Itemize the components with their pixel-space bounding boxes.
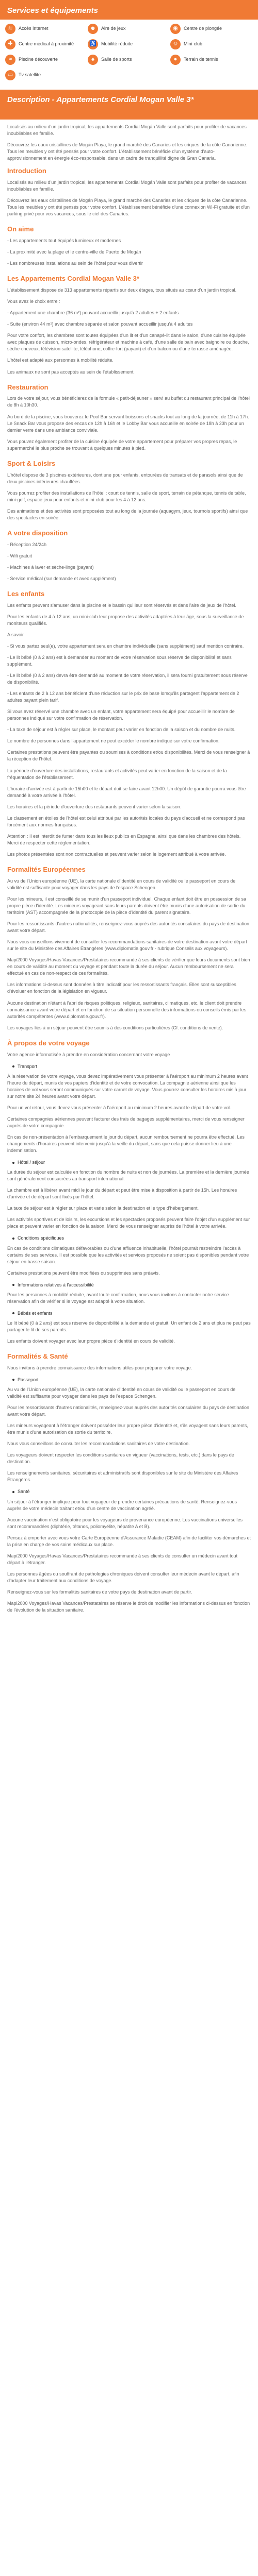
paragraph: L'hôtel est adapté aux personnes à mobilité réduite. (7, 358, 114, 363)
wheelchair-icon: ♿ (88, 39, 98, 49)
paragraph: - Réception 24/24h (7, 541, 47, 547)
service-item (5, 69, 88, 81)
bullet-label: Santé (18, 1489, 30, 1495)
paragraph: - Les enfants de 2 à 12 ans bénéficient d'une réduction sur le prix de base lorsqu'ils partagent l'appartement de 2 adultes payant plein tarif. (7, 691, 239, 703)
bullet-heading (12, 1159, 251, 1166)
section-heading: A votre disposition (7, 529, 68, 537)
paragraph: Les activités sportives et de loisirs, les excursions et les spectacles proposés peuvent faire l'objet d'un supplément sur place et peuvent varier en fonction de la saison. Merci de vous renseigner auprès de l'hôtel à votre arrivée. (7, 1217, 250, 1229)
paragraph: - La proximité avec la plage et le centre-ville de Puerto de Mogán (7, 249, 141, 255)
bullet-heading (12, 1063, 251, 1070)
service-label: Tv satellite (19, 72, 41, 78)
paragraph: Les enfants doivent voyager avec leur propre pièce d'identité en cours de validité. (7, 1338, 175, 1344)
paragraph: Au vu de l'Union européenne (UE), la carte nationale d'identité en cours de validité ou le passeport en cours de validité est suffisante pour voyager dans les pays de l'espace Schengen. (7, 878, 236, 890)
paragraph: Nous invitons à prendre connaissance des informations utiles pour préparer votre voyage. (7, 1365, 192, 1370)
paragraph: Vous pouvez également profiter de la cuisine équipée de votre appartement pour préparer vos propres repas, le supermarché le plus proche se trouvant à quelques minutes à pied. (7, 438, 237, 451)
bullet-dot-icon (12, 1379, 14, 1381)
paragraph: Lors de votre séjour, vous bénéficierez de la formule « petit-déjeuner » servi au buffet du restaurant principal de l'hôtel de 8h à 10h30. (7, 396, 250, 408)
paragraph: La taxe de séjour est à régler sur place et varie selon la destination et le type d'hébergement. (7, 1206, 199, 1211)
paragraph: Votre agence informatisée à prendre en considération concernant votre voyage (7, 1052, 170, 1057)
service-label: Centre médical à proximité (19, 41, 74, 47)
paragraph: Découvrez les eaux cristallines de Mogán Playa, le grand marché des Canaries et les criques de la côte Canarienne. Tous les meubles y ont été pensés pour votre confort. L'établissement bénéficie d'une connexion Wi-Fi gratuite et d'un parking privé pour vos vacances, sous le ciel des Canaries. (7, 198, 250, 217)
bullet-heading (12, 1235, 251, 1242)
paragraph: L'hôtel dispose de 3 piscines extérieures, dont une pour enfants, entourées de transats et de parasols ainsi que de deux piscines intérieures chauffées. (7, 472, 243, 484)
paragraph: Renseignez-vous sur les formalités sanitaires de votre pays de destination avant de partir. (7, 1589, 192, 1595)
paragraph: Aucune vaccination n'est obligatoire pour les voyageurs de provenance européenne. Les vaccinations universelles sont recommandées (diphtérie, tétanos, poliomyélite, hépatite A et B). (7, 1517, 243, 1529)
paragraph: Nous vous conseillons vivement de consulter les recommandations sanitaires de votre destination avant votre départ sur le site du Ministère des Affaires Étrangères (www.diplomatie.gouv.fr - rubrique Conseils aux voyageurs). (7, 939, 247, 952)
paragraph: Si vous avez réservé une chambre avec un enfant, votre appartement sera équipé pour accueillir le nombre de personnes indiqué sur votre confirmation de réservation. (7, 709, 235, 721)
paragraph: Des animations et des activités sont proposées tout au long de la journée (aquagym, jeux, tournois sportifs) ainsi que des spectacles en soirée. (7, 508, 248, 520)
bullet-dot-icon (12, 1162, 14, 1164)
service-item (5, 54, 88, 66)
paragraph: - Les nombreuses installations au sein de l'hôtel pour vous divertir (7, 261, 143, 266)
service-label: Piscine découverte (19, 57, 58, 62)
paragraph: Pensez à emporter avec vous votre Carte Européenne d'Assurance Maladie (CEAM) afin de faciliter vos démarches et la prise en charge de vos soins médicaux sur place. (7, 1535, 251, 1547)
paragraph: - Le lit bébé (0 à 2 ans) devra être demandé au moment de votre réservation, il sera fourni gratuitement sous réserve de disponibilité. (7, 673, 248, 685)
bullet-dot-icon (12, 1284, 14, 1286)
paragraph: Les renseignements sanitaires, sécuritaires et administratifs sont disponibles sur le site du Ministère des Affaires Étrangères. (7, 1470, 238, 1483)
paragraph: Les informations ci-dessus sont données à titre indicatif pour les ressortissants français. Elles sont susceptibles d'évoluer en fonction de la législation en vigueur. (7, 982, 236, 994)
paragraph: Pour votre confort, les chambres sont toutes équipées d'un lit et d'un canapé-lit dans le salon, d'une cuisine équipée avec plaques de cuisson, micro-ondes, réfrigérateur et machine à café, d'une salle de bain avec baignoire ou douche, sèche-cheveux, télévision satellite, téléphone, coffre-fort (payant) et d'un balcon ou d'une terrasse aménagée. (7, 333, 249, 352)
paragraph: Localisés au milieu d'un jardin tropical, les appartements Cordial Mogán Valle sont parfaits pour profiter de vacances inoubliables en famille. (7, 124, 247, 137)
bullet-label: Conditions spécifiques (18, 1235, 64, 1241)
bullet-heading (12, 1488, 251, 1495)
service-label: Aire de jeux (101, 26, 126, 31)
bullet-dot-icon (12, 1312, 14, 1314)
paragraph: Mapi2000 Voyages/Havas Vacances/Prestataires se réserve le droit de modifier les informations ci-dessus en fonction de l'évolution de la situation sanitaire. (7, 1601, 250, 1613)
wifi-icon: ≋ (5, 24, 15, 34)
pool-icon: ≈ (5, 55, 15, 65)
paragraph: La chambre est à libérer avant midi le jour du départ et peut être mise à disposition à partir de 15h. Les horaires d'arrivée et de départ sont fixés par l'hôtel. (7, 1188, 237, 1200)
paragraph: Les enfants peuvent s'amuser dans la piscine et le bassin qui leur sont réservés et dans l'aire de jeux de l'hôtel. (7, 602, 236, 608)
bullet-dot-icon (12, 1238, 14, 1240)
gym-icon: ♠ (88, 55, 98, 65)
service-label: Centre de plongée (184, 26, 222, 31)
paragraph: - Si vous partez seul(e), votre appartement sera en chambre individuelle (sans supplément) sauf mention contraire. (7, 643, 244, 649)
paragraph: Certaines prestations peuvent être payantes ou soumises à conditions et/ou disponibilités. Merci de vous renseigner à la réception de l'hôtel. (7, 750, 250, 762)
paragraph: Le lit bébé (0 à 2 ans) est sous réserve de disponibilité à la demande et gratuit. Un enfant de 2 ans et plus ne peut pas partager le lit de ses parents. (7, 1320, 251, 1332)
paragraph: Les photos présentées sont non contractuelles et peuvent varier selon le logement attribué à votre arrivée. (7, 851, 226, 857)
section-heading: Formalités & Santé (7, 1352, 68, 1361)
paragraph: Pour les enfants de 4 à 12 ans, un mini-club leur propose des activités adaptées à leur âge, sous la surveillance de moniteurs qualifiés. (7, 614, 244, 626)
bullet-label: Informations relatives à l'accessibilité (18, 1282, 94, 1287)
paragraph: Mapi2000 Voyages/Havas Vacances/Prestataires recommande à ses clients de consulter un médecin avant tout départ à l'étranger. (7, 1553, 238, 1565)
paragraph: Les horaires et la période d'ouverture des restaurants peuvent varier selon la saison. (7, 804, 182, 809)
service-item (88, 54, 170, 66)
service-item (88, 23, 170, 35)
paragraph: Vous avez le choix entre : (7, 299, 60, 304)
paragraph: - Appartement une chambre (36 m²) pouvant accueillir jusqu'à 2 adultes + 2 enfants (7, 310, 179, 316)
bullet-dot-icon (12, 1065, 14, 1067)
paragraph: Pour les personnes à mobilité réduite, avant toute confirmation, nous vous invitons à contacter notre service réservation afin de vérifier si le voyage est adapté à votre situation. (7, 1292, 229, 1304)
section-heading: Sport & Loisirs (7, 459, 56, 467)
paragraph: Le classement en étoiles de l'hôtel est celui attribué par les autorités locales du pays d'accueil et ne correspond pas forcément aux normes françaises. (7, 815, 245, 827)
paragraph: - Les appartements tout équipés lumineux et modernes (7, 238, 121, 244)
paragraph: Découvrez les eaux cristallines de Mogán Playa, le grand marché des Canaries et les criques de la côte Canarienne. Tous les meubles y ont été pensés pour votre confort. L'établissement bénéficie d'un système d'auto-approvisionnement en énergie éco-responsable, dans un cadre de tranquillité digne de Gran Canaria. (7, 142, 248, 161)
service-item (88, 38, 170, 50)
tv-icon: ▭ (5, 70, 15, 80)
playground-icon: ☻ (88, 24, 98, 34)
paragraph: - Suite (environ 44 m²) avec chambre séparée et salon pouvant accueillir jusqu'à 4 adultes (7, 321, 193, 327)
bullet-heading (12, 1377, 251, 1383)
service-item (170, 38, 253, 50)
section-heading: Les Appartements Cordial Mogan Valle 3* (7, 275, 139, 283)
paragraph: Les mineurs voyageant à l'étranger doivent posséder leur propre pièce d'identité et, s'ils voyagent sans leurs parents, être munis d'une autorisation de sortie du territoire. (7, 1423, 248, 1435)
paragraph: - Wifi gratuit (7, 553, 33, 558)
diving-icon: ◉ (170, 24, 181, 34)
paragraph: L'établissement dispose de 313 appartements répartis sur deux étages, tous situés au cœur d'un jardin tropical. (7, 287, 237, 293)
section-heading: Introduction (7, 167, 46, 175)
service-label: Accès Internet (19, 26, 49, 31)
service-label: Terrain de tennis (184, 57, 218, 62)
paragraph: A savoir (7, 632, 24, 637)
description-header: Description - Appartements Cordial Mogan Valle 3* (0, 90, 258, 120)
services-header: Services et équipements (0, 0, 258, 20)
service-item (170, 23, 253, 35)
bullet-label: Bébés et enfants (18, 1310, 53, 1316)
paragraph: Attention : Il est interdit de fumer dans tous les lieux publics en Espagne, ainsi que dans les chambres des hôtels. Merci de respecter cette réglementation. (7, 833, 241, 845)
description-content (0, 120, 258, 1629)
service-item (5, 38, 88, 50)
paragraph: Pour les ressortissants d'autres nationalités, renseignez-vous auprès des autorités consulaires du pays de destination avant votre départ. (7, 1405, 249, 1417)
service-label: Salle de sports (101, 57, 132, 62)
bullet-heading (12, 1282, 251, 1289)
paragraph: À la réservation de votre voyage, vous devez impérativement vous présenter à l'aéroport au minimum 2 heures avant l'heure du départ, munis de vos papiers d'identité et de votre convocation. La compagnie aérienne ainsi que les horaires de vol vous seront communiqués sur votre carnet de voyage. Vous pourrez consulter les horaires mis à jour sur notre site 24 heures avant votre départ. (7, 1073, 248, 1099)
paragraph: En cas de conditions climatiques défavorables ou d'une affluence inhabituelle, l'hôtel pourrait restreindre l'accès à certains de ses services. Il est possible que les activités et services proposés ne soient pas disponibles pendant votre séjour en basse saison. (7, 1245, 249, 1264)
paragraph: La durée du séjour est calculée en fonction du nombre de nuits et non de journées. La première et la dernière journée sont généralement consacrées au transport international. (7, 1170, 249, 1182)
section-heading: Formalités Européennes (7, 866, 86, 873)
service-item (170, 54, 253, 66)
paragraph: Un séjour à l'étranger implique pour tout voyageur de prendre certaines précautions de santé. Renseignez-vous auprès de votre médecin traitant et/ou d'un centre de vaccination agréé. (7, 1499, 237, 1511)
bullet-label: Hôtel / séjour (18, 1160, 45, 1165)
paragraph: Au vu de l'Union européenne (UE), la carte nationale d'identité en cours de validité ou le passeport en cours de validité est suffisante pour voyager dans les pays de l'espace Schengen. (7, 1386, 236, 1399)
bullet-label: Passeport (18, 1377, 39, 1382)
paragraph: Le nombre de personnes dans l'appartement ne peut excéder le nombre indiqué sur votre confirmation. (7, 738, 220, 744)
service-label: Mobilité réduite (101, 41, 133, 47)
paragraph: - Machines à laver et sèche-linge (payant) (7, 564, 94, 570)
section-heading: On aime (7, 225, 34, 233)
paragraph: Certaines prestations peuvent être modifiées ou supprimées sans préavis. (7, 1270, 160, 1276)
paragraph: Les voyages liés à un séjour peuvent être soumis à des conditions particulières (Cf. conditions de vente). (7, 1025, 223, 1030)
paragraph: Localisés au milieu d'un jardin tropical, les appartements Cordial Mogán Valle sont parfaits pour profiter de vacances inoubliables en famille. (7, 180, 247, 192)
kids-club-icon: ☺ (170, 39, 181, 49)
paragraph: - Le lit bébé (0 à 2 ans) est à demander au moment de votre réservation sous réserve de disponibilité et sans supplément. (7, 654, 232, 667)
tennis-icon: ● (170, 55, 181, 65)
paragraph: La période d'ouverture des installations, restaurants et activités peut varier en fonction de la saison et de la fréquentation de l'établissement. (7, 768, 227, 780)
section-heading: Restauration (7, 383, 49, 391)
bullet-heading (12, 1310, 251, 1317)
paragraph: - Service médical (sur demande et avec supplément) (7, 575, 116, 581)
services-grid (0, 20, 258, 86)
paragraph: Pour les mineurs, il est conseillé de se munir d'un passeport individuel. Chaque enfant doit être en possession de sa propre pièce d'identité. Les mineurs voyageant sans leurs parents doivent être munis d'une autorisation de sortie du territoire (AST) accompagnée de la photocopie de la pièce d'identité du parent signataire. (7, 896, 246, 916)
paragraph: Nous vous conseillons de consulter les recommandations sanitaires de votre destination. (7, 1441, 190, 1447)
paragraph: Mapi2000 Voyages/Havas Vacances/Prestataires recommande à ses clients de vérifier que leurs documents sont bien en cours de validité au moment du voyage et pendant toute la durée du séjour. Aucun remboursement ne sera effectué en cas de non-respect de ces formalités. (7, 957, 250, 976)
paragraph: Pour un vol retour, vous devez vous présenter à l'aéroport au minimum 2 heures avant le départ de votre vol. (7, 1105, 231, 1110)
paragraph: Aucune destination n'étant à l'abri de risques politiques, religieux, sanitaires, climatiques, etc. le client doit prendre connaissance avant votre départ et en fonction de sa situation personnelle des informations ou conseils émis par les autorités compétentes (www.diplomatie.gouv.fr). (7, 1000, 247, 1019)
bullet-label: Transport (18, 1063, 38, 1069)
paragraph: Vous pourrez profiter des installations de l'hôtel : court de tennis, salle de sport, terrain de pétanque, tennis de table, mini-golf, espace jeux pour enfants et mini-club pour les 4 à 12 ans. (7, 490, 246, 502)
paragraph: Les animaux ne sont pas acceptés au sein de l'établissement. (7, 369, 135, 375)
paragraph: - La taxe de séjour est à régler sur place, le montant peut varier en fonction de la saison et du nombre de nuits. (7, 727, 236, 733)
paragraph: Certaines compagnies aériennes peuvent facturer des frais de bagages supplémentaires, merci de vous renseigner auprès de votre compagnie. (7, 1116, 245, 1128)
medical-icon: ✚ (5, 39, 15, 49)
paragraph: L'horaire d'arrivée est à partir de 15h00 et le départ doit se faire avant 12h00. Un dépôt de garantie pourra vous être demandé à votre arrivée à l'hôtel. (7, 786, 246, 798)
section-heading: À propos de votre voyage (7, 1039, 90, 1047)
service-item (5, 23, 88, 35)
paragraph: En cas de non-présentation à l'embarquement le jour du départ, aucun remboursement ne pourra être effectué. Les changements d'horaires peuvent intervenir jusqu'à la veille du départ, sans que cela puisse donner lieu à une indemnisation. (7, 1134, 245, 1154)
paragraph: Au bord de la piscine, vous trouverez le Pool Bar servant boissons et snacks tout au long de la journée, de 11h à 17h. Le Snack Bar vous propose des encas de 12h à 16h et le Lobby Bar vous accueille en soirée de 18h à 23h pour un dernier verre dans une ambiance conviviale. (7, 414, 249, 433)
bullet-dot-icon (12, 1491, 14, 1493)
paragraph: Les personnes âgées ou souffrant de pathologies chroniques doivent consulter leur médecin avant le départ, afin d'adapter leur traitement aux conditions de voyage. (7, 1571, 239, 1583)
paragraph: Pour les ressortissants d'autres nationalités, renseignez-vous auprès des autorités consulaires du pays de destination avant votre départ. (7, 921, 249, 934)
paragraph: Les voyageurs doivent respecter les conditions sanitaires en vigueur (vaccinations, tests, etc.) dans le pays de destination. (7, 1452, 234, 1465)
service-label: Mini-club (184, 41, 203, 47)
section-heading: Les enfants (7, 589, 45, 598)
